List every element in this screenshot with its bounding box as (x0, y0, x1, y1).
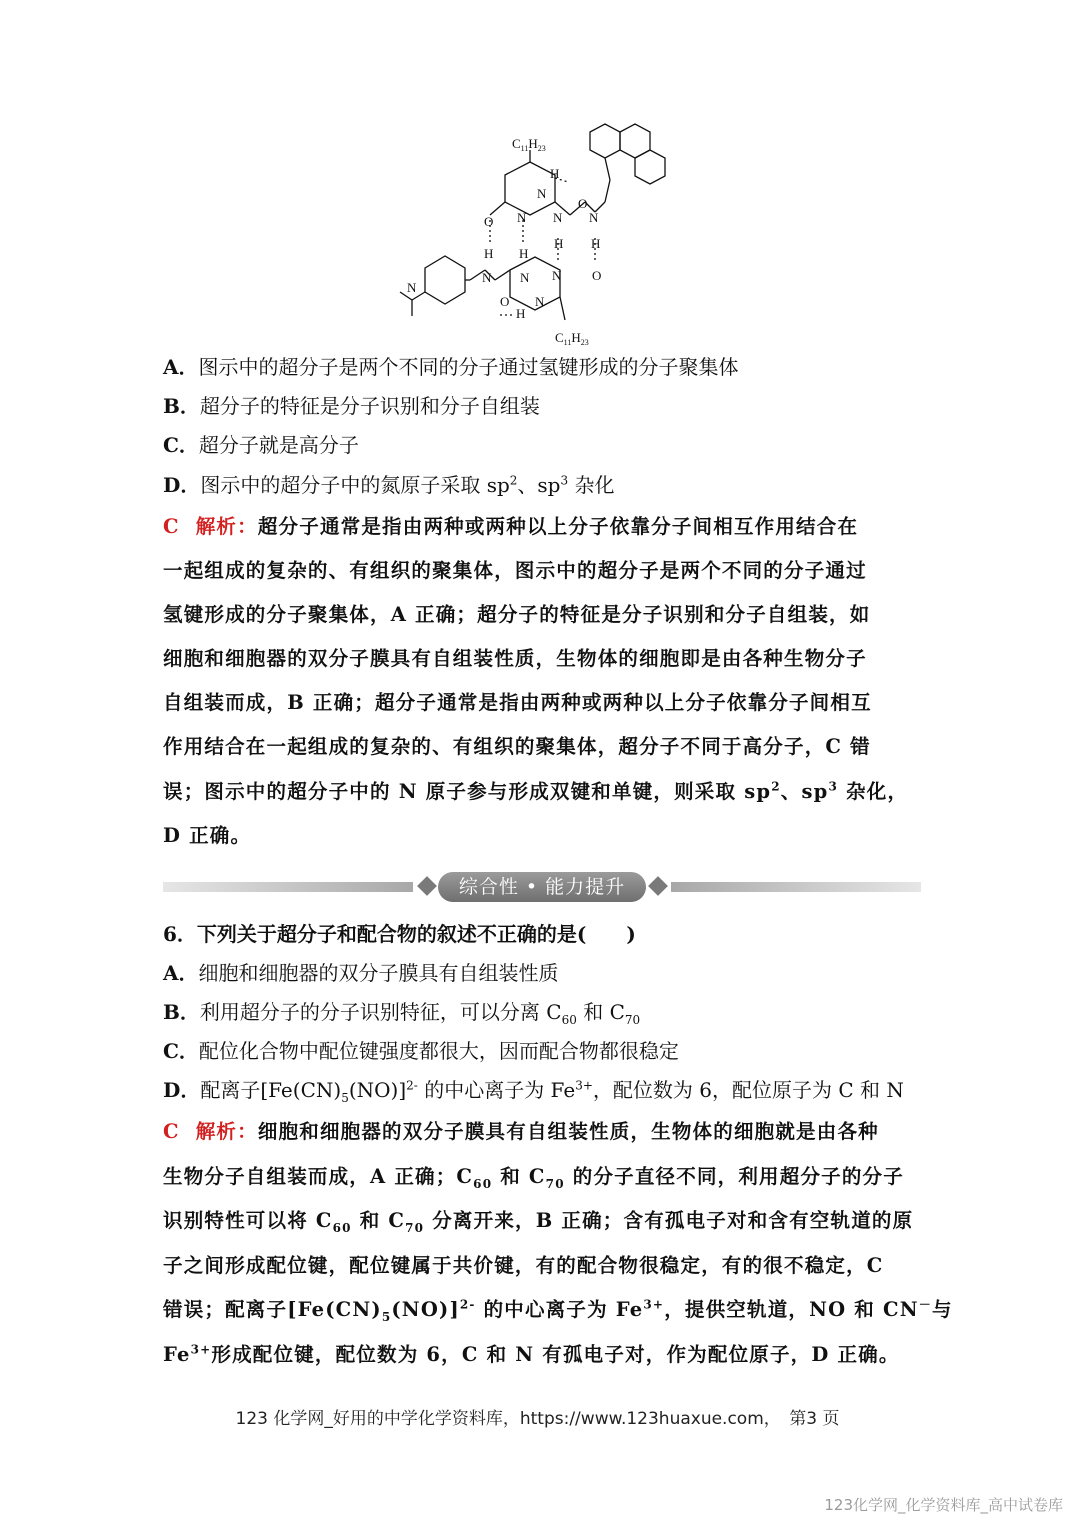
q6-explanation-line-2 (163, 1163, 923, 1191)
explanation-text: 误；图示中的超分子中的 N 原子参与形成双键和单键，则采取 sp (163, 780, 772, 803)
q5-explanation-line-6: 作用结合在一起组成的复杂的、有组织的聚集体，超分子不同于高分子，C 错 (163, 735, 871, 758)
subscript: 70 (405, 1220, 425, 1235)
divider-bar-right (671, 882, 921, 892)
section-divider (163, 872, 921, 902)
svg-text:N: N (482, 270, 492, 285)
svg-text:H: H (591, 236, 601, 251)
subscript: 60 (473, 1176, 493, 1191)
q5-option-d (163, 471, 923, 499)
q5-explanation-line-4: 细胞和细胞器的双分子膜具有自组装性质，生物体的细胞即是由各种生物分子 (163, 647, 867, 670)
option-letter: B． (163, 394, 200, 418)
option-text: ，配位数为 6，配位原子为 C 和 N (592, 1078, 904, 1102)
superscript: 3 (828, 779, 839, 794)
subscript: 5 (341, 1091, 349, 1105)
explanation-text: 细胞和细胞器的双分子膜具有自组装性质，生物体的细胞就是由各种 (257, 1120, 879, 1143)
svg-text:H: H (484, 246, 494, 261)
q5-option-b (163, 392, 923, 420)
q6-option-c (163, 1037, 923, 1065)
answer-letter: C (163, 1120, 180, 1143)
q6-option-d (163, 1076, 923, 1104)
explanation-text: 生物分子自组装而成，A 正确；C (163, 1165, 474, 1188)
superscript: － (918, 1297, 932, 1312)
section-title: 综合性 • 能力提升 (438, 872, 646, 902)
svg-text:H: H (516, 306, 526, 321)
subscript: 70 (624, 1013, 641, 1027)
option-text: (NO)] (348, 1078, 407, 1102)
option-text: 、sp (517, 473, 561, 497)
svg-text:O: O (484, 214, 494, 229)
explanation-text: 杂化， (838, 780, 909, 803)
q5-explanation-line-8: D 正确。 (163, 824, 252, 847)
option-text: 利用超分子的分子识别特征，可以分离 C (199, 1000, 562, 1024)
superscript: 3+ (575, 1078, 593, 1093)
option-text: 杂化 (568, 473, 615, 497)
supramolecule-structure-figure (390, 120, 690, 350)
watermark: 123化学网_化学资料库_高中试卷库 (824, 1496, 1063, 1514)
q6-explanation-line-3 (163, 1207, 923, 1235)
explanation-text: 分离开来，B 正确；含有孤电子对和含有空轨道的原 (424, 1209, 914, 1232)
answer-letter: C (163, 515, 180, 538)
q5-explanation-line-7 (163, 778, 923, 806)
explanation-tag: 解析： (195, 515, 258, 538)
explanation-text: (NO)] (391, 1298, 460, 1321)
svg-text:H: H (519, 246, 529, 261)
option-text: 的中心离子为 Fe (417, 1078, 576, 1102)
explanation-tag: 解析： (195, 1120, 258, 1143)
superscript: 3+ (190, 1342, 212, 1357)
svg-text:H: H (554, 236, 564, 251)
q6-explanation-line-1 (163, 1118, 923, 1146)
q5-option-c (163, 431, 923, 459)
superscript: 2- (459, 1297, 476, 1312)
explanation-text: 超分子通常是指由两种或两种以上分子依靠分子间相互作用结合在 (257, 515, 859, 538)
subscript: 60 (561, 1013, 577, 1027)
explanation-text: 和 C (351, 1209, 406, 1232)
q5-explanation-line-1 (163, 513, 923, 541)
option-letter: D． (163, 473, 201, 497)
option-letter: C． (163, 433, 199, 457)
svg-text:N: N (537, 186, 547, 201)
option-letter: A． (163, 961, 199, 985)
option-text: 配离子[Fe(CN) (200, 1078, 342, 1102)
q5-explanation-line-3: 氢键形成的分子聚集体，A 正确；超分子的特征是分子识别和分子自组装，如 (163, 603, 871, 626)
explanation-text: Fe (163, 1343, 191, 1366)
superscript: 3 (560, 473, 569, 488)
page-footer: 123 化学网_好用的中学化学资料库，https://www.123huaxue.com， 第3 页 (235, 1409, 840, 1429)
explanation-text: 、sp (780, 780, 829, 803)
divider-bar-left (163, 882, 413, 892)
superscript: 2- (406, 1078, 418, 1093)
superscript: 2 (509, 473, 518, 488)
svg-text:O: O (500, 294, 510, 309)
q6-option-b (163, 998, 923, 1026)
explanation-text: 的中心离子为 Fe (475, 1298, 644, 1321)
option-text: 图示中的超分子中的氮原子采取 sp (200, 473, 510, 497)
label-c11h23-top: $C_{11}H_{23}$ (512, 136, 546, 153)
explanation-text: 识别特性可以将 C (163, 1209, 333, 1232)
subscript: 70 (545, 1176, 565, 1191)
svg-text:H: H (550, 166, 560, 181)
svg-text:N: N (517, 210, 527, 225)
svg-text:N: N (553, 210, 563, 225)
svg-text:N: N (589, 210, 599, 225)
svg-text:N: N (520, 270, 530, 285)
q6-stem: 6．下列关于超分子和配合物的叙述不正确的是( ) (163, 922, 636, 946)
option-text: 图示中的超分子是两个不同的分子通过氢键形成的分子聚集体 (198, 355, 739, 379)
subscript: 60 (332, 1220, 352, 1235)
explanation-text: ，提供空轨道，NO 和 CN (664, 1298, 919, 1321)
option-text: 超分子就是高分子 (198, 433, 359, 457)
option-text: 和 C (576, 1000, 625, 1024)
option-letter: C． (163, 1039, 199, 1063)
diamond-icon (417, 876, 437, 896)
superscript: 3+ (643, 1297, 665, 1312)
option-text: 细胞和细胞器的双分子膜具有自组装性质 (198, 961, 559, 985)
svg-text:N: N (535, 294, 545, 309)
option-text: 超分子的特征是分子识别和分子自组装 (199, 394, 540, 418)
q5-explanation-line-2: 一起组成的复杂的、有组织的聚集体，图示中的超分子是两个不同的分子通过 (163, 559, 867, 582)
svg-text:O: O (578, 196, 588, 211)
label-c11h23-bottom: $C_{11}H_{23}$ (555, 330, 589, 347)
explanation-text: 与 (931, 1298, 953, 1321)
explanation-text: 形成配位键，配位数为 6，C 和 N 有孤电子对，作为配位原子，D 正确。 (211, 1343, 900, 1366)
subscript: 5 (381, 1309, 392, 1324)
q6-explanation-line-6 (163, 1341, 923, 1369)
option-letter: D． (163, 1078, 201, 1102)
explanation-text: 错误；配离子[Fe(CN) (163, 1298, 382, 1321)
q6-explanation-line-5 (163, 1296, 953, 1324)
explanation-text: 和 C (492, 1165, 546, 1188)
svg-text:N: N (552, 268, 562, 283)
superscript: 2 (771, 779, 781, 794)
svg-text:N: N (407, 280, 417, 295)
explanation-text: 的分子直径不同，利用超分子的分子 (564, 1165, 904, 1188)
q6-explanation-line-4: 子之间形成配位键，配位键属于共价键，有的配合物很稳定，有的很不稳定，C (163, 1254, 884, 1277)
q6-option-a (163, 959, 923, 987)
svg-text:O: O (592, 268, 602, 283)
option-text: 配位化合物中配位键强度都很大，因而配合物都很稳定 (198, 1039, 679, 1063)
option-letter: A． (163, 355, 199, 379)
diamond-icon (648, 876, 668, 896)
q5-explanation-line-5: 自组装而成，B 正确；超分子通常是指由两种或两种以上分子依靠分子间相互 (163, 691, 872, 714)
q5-option-a (163, 353, 923, 381)
option-letter: B． (163, 1000, 200, 1024)
